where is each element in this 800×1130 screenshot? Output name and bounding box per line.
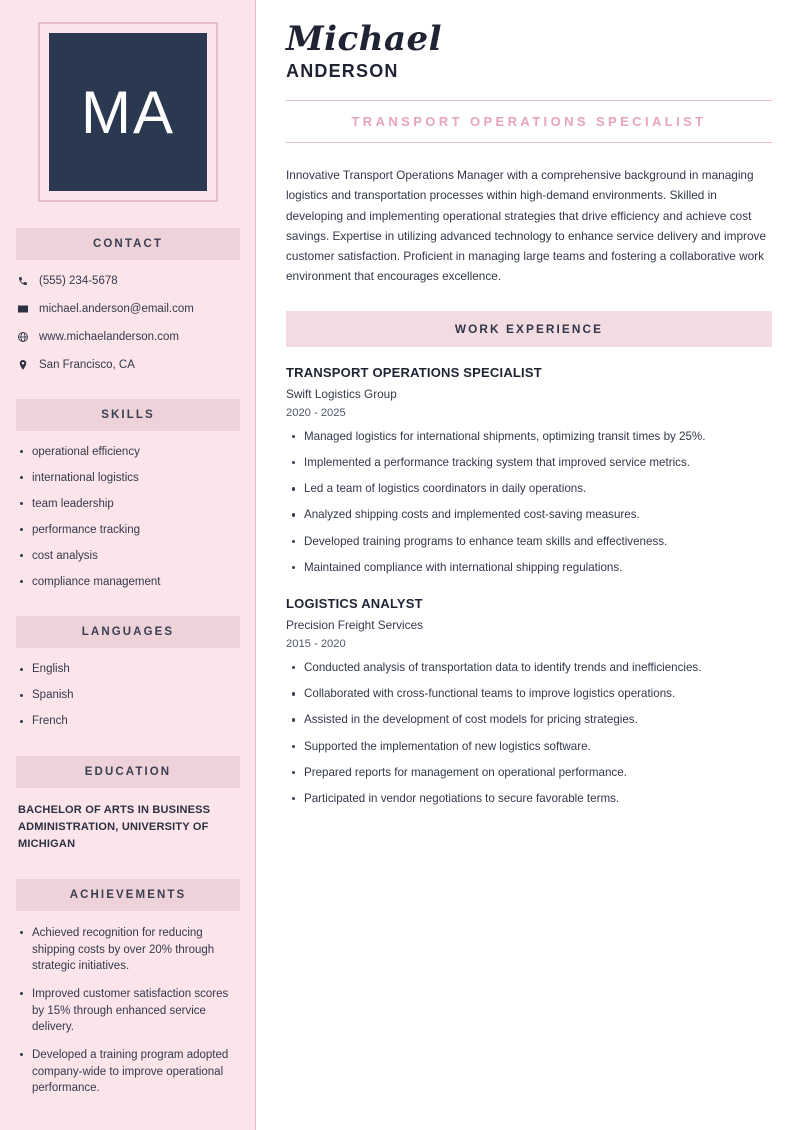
monogram-frame [38, 22, 218, 202]
list-item: Supported the implementation of new logistics software. [304, 739, 772, 755]
job-company: Swift Logistics Group [286, 386, 397, 401]
phone-icon [16, 274, 29, 287]
sidebar-heading-languages: LANGUAGES [16, 616, 240, 648]
achievements-list [16, 925, 240, 1097]
list-item: Prepared reports for management on operational performance. [304, 765, 772, 781]
first-name: Michael [286, 19, 443, 59]
monogram-badge [49, 33, 207, 191]
monogram-initials: MA [81, 78, 175, 146]
sidebar-heading-education: EDUCATION [16, 756, 240, 788]
sidebar-heading-contact: CONTACT [16, 228, 240, 260]
last-name: ANDERSON [286, 61, 399, 81]
list-item: Developed a training program adopted company-wide to improve operational performance. [30, 1047, 240, 1097]
list-item: team leadership [30, 497, 240, 513]
list-item: Improved customer satisfaction scores by 15% through enhanced service delivery. [30, 986, 240, 1036]
job-role: LOGISTICS ANALYST [286, 596, 423, 611]
contact-value: michael.anderson@email.com [39, 302, 194, 315]
list-item: Maintained compliance with international shipping regulations. [304, 560, 772, 576]
list-item: Managed logistics for international shipments, optimizing transit times by 25%. [304, 429, 772, 445]
contact-item-location [16, 358, 240, 373]
contact-list [16, 274, 240, 373]
contact-item-email [16, 302, 240, 317]
envelope-icon [16, 302, 29, 315]
list-item: Implemented a performance tracking system that improved service metrics. [304, 455, 772, 471]
list-item: Collaborated with cross-functional teams to improve logistics operations. [304, 686, 772, 702]
contact-item-phone [16, 274, 240, 289]
globe-icon [16, 330, 29, 343]
contact-item-website [16, 330, 240, 345]
list-item: Assisted in the development of cost models for pricing strategies. [304, 712, 772, 728]
contact-value: San Francisco, CA [39, 358, 135, 371]
list-item: Led a team of logistics coordinators in daily operations. [304, 481, 772, 497]
job-company: Precision Freight Services [286, 618, 424, 632]
list-item: operational efficiency [30, 445, 240, 461]
map-pin-icon [16, 358, 29, 371]
list-item: international logistics [30, 471, 240, 487]
main-content [256, 0, 800, 1130]
education-entry: BACHELOR OF ARTS IN BUSINESS ADMINISTRATION, UNIVERSITY OF MICHIGAN [18, 803, 211, 850]
job-entry [286, 365, 772, 576]
divider-bottom [286, 142, 772, 143]
job-bullet-list [286, 660, 772, 807]
section-heading-work-experience: WORK EXPERIENCE [286, 311, 772, 347]
page-title: TRANSPORT OPERATIONS SPECIALIST [351, 114, 707, 129]
list-item: Developed training programs to enhance team skills and effectiveness. [304, 534, 772, 550]
list-item: Conducted analysis of transportation data to identify trends and inefficiencies. [304, 660, 772, 676]
job-role: TRANSPORT OPERATIONS SPECIALIST [286, 364, 542, 380]
list-item: compliance management [30, 575, 240, 591]
job-dates: 2020 - 2025 [286, 406, 346, 419]
job-dates: 2015 - 2020 [286, 638, 346, 650]
list-item: cost analysis [30, 549, 240, 565]
job-bullet-list [286, 429, 772, 576]
job-entry [286, 596, 772, 807]
contact-value: (555) 234-5678 [39, 275, 118, 287]
list-item: Participated in vendor negotiations to secure favorable terms. [304, 791, 772, 807]
list-item: Achieved recognition for reducing shipping costs by over 20% through strategic initiatives. [30, 925, 240, 975]
languages-list [16, 662, 240, 730]
list-item: French [30, 714, 240, 730]
professional-summary: Innovative Transport Operations Manager with a comprehensive background in managing logistics and transportation processes within high-demand environments. Skilled in developing and implementing operational strategies that drive efficiency and achieve cost savings. Expertise in utilizing advanced technology to enhance service delivery and improve customer satisfaction. Proficient in managing large teams and fostering a collaborative work environment that encourages excellence. [286, 168, 767, 284]
skills-list [16, 445, 240, 591]
list-item: Spanish [30, 688, 240, 704]
list-item: English [30, 662, 240, 678]
list-item: Analyzed shipping costs and implemented cost-saving measures. [304, 507, 772, 523]
sidebar [0, 0, 256, 1130]
sidebar-heading-achievements: ACHIEVEMENTS [16, 879, 240, 911]
sidebar-heading-skills: SKILLS [16, 399, 240, 431]
contact-value: www.michaelanderson.com [39, 330, 179, 343]
list-item: performance tracking [30, 523, 240, 539]
